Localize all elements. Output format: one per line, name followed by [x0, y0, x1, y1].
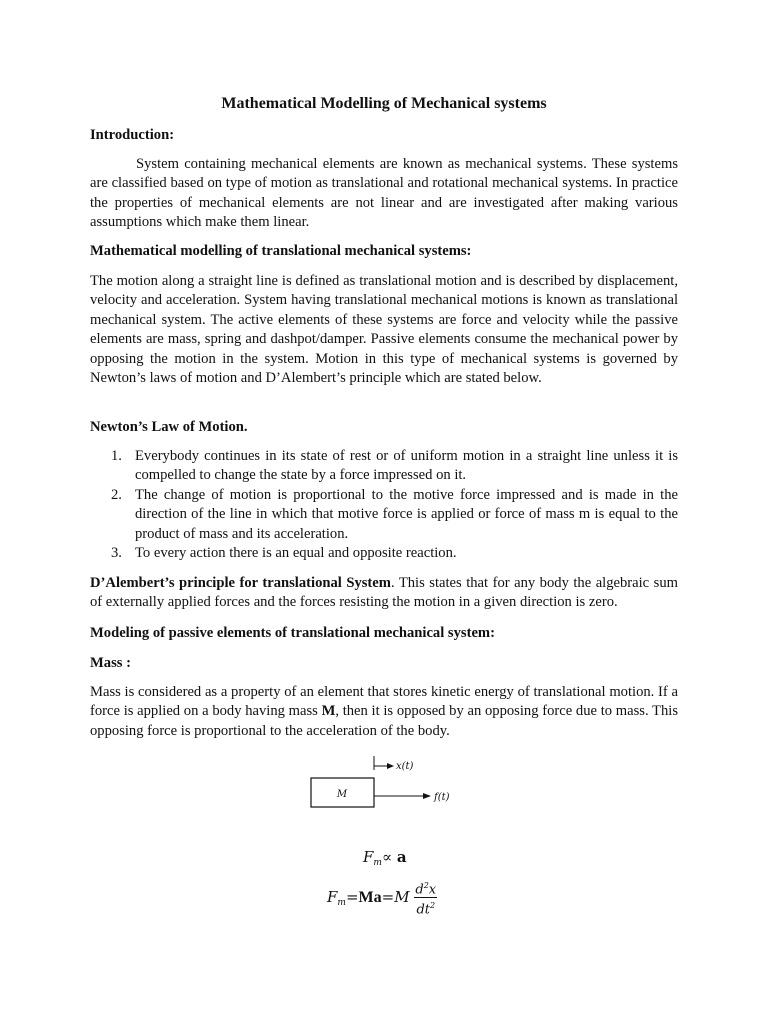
mass-coefficient: M [394, 887, 410, 906]
force-subscript: m [337, 897, 346, 908]
force-symbol: F [327, 887, 338, 906]
fraction-numerator [414, 878, 437, 898]
list-item [90, 447, 678, 486]
mass-force-equation [327, 878, 437, 918]
denominator-exponent: 2 [429, 901, 436, 911]
numerator-d: d [415, 882, 424, 898]
mass-block-label: M [336, 789, 348, 800]
mass-heading: Mass : [90, 655, 131, 671]
numerator-exponent: 2 [423, 881, 429, 890]
force-arrowhead [423, 793, 431, 799]
document-title: Mathematical Modelling of Mechanical systems [221, 95, 547, 112]
list-text: Everybody continues in its state of rest or of uniform motion in a straight line unless it is compelled to change the state by a force impressed on it. [135, 448, 678, 484]
mass-symbol: M [321, 703, 336, 720]
equals-sign: = [345, 887, 359, 906]
proportionality-equation [363, 848, 407, 873]
passive-elements-heading: Modeling of passive elements of translational mechanical system: [90, 625, 495, 641]
mass-acceleration-term: Ma [358, 888, 382, 906]
dalembert-paragraph [90, 574, 678, 613]
newton-laws-heading: Newton’s Law of Motion. [90, 419, 248, 435]
list-number: 3. [111, 545, 122, 562]
proportional-symbol: ∝ [381, 848, 393, 866]
translational-paragraph: The motion along a straight line is defined as translational motion and is described by displacement, velocity and acceleration. System having translational mechanical motions is known as translational mechanical system. The active elements of these systems are force and velocity while the passive elements are mass, spring and dashpot/damper. Passive elements consume the mechanical power by opposing the motion in the system. Motion in this type of mechanical systems is governed by Newton’s laws of motion and D’Alembert’s principle which are stated below. [90, 273, 678, 387]
displacement-label: x(t) [396, 761, 414, 772]
list-item [90, 486, 678, 544]
denominator-dt: dt [416, 902, 430, 918]
mass-paragraph [90, 683, 678, 741]
list-number: 2. [111, 486, 122, 503]
mass-text-end: , then it is opposed by an opposing force due to mass. This opposing force is proportional to the acceleration of the body. [90, 703, 678, 739]
list-text: The change of motion is proportional to the motive force impressed and is made in the direction of the line in which that motive force is applied or force of mass m is equal to the product of mass and its acceleration. [135, 486, 678, 542]
translational-heading: Mathematical modelling of translational mechanical systems: [90, 243, 472, 259]
newton-laws-list [90, 447, 678, 563]
list-text: To every action there is an equal and opposite reaction. [135, 545, 457, 562]
equals-sign: = [381, 887, 395, 906]
force-label: f(t) [434, 792, 450, 803]
fraction-denominator [414, 898, 437, 917]
numerator-variable: x [428, 882, 437, 898]
list-item [90, 544, 678, 563]
mass-text-start: Mass is considered as a property of an element that stores kinetic energy of translational motion. If a force is applied on a body having mass [90, 684, 678, 720]
dalembert-text: . This states that for any body the algebraic sum of externally applied forces and the forces resisting the motion in a given direction is zero. [90, 575, 678, 611]
dalembert-term: D’Alembert’s principle for translational System [90, 575, 391, 591]
displacement-arrowhead [387, 763, 394, 769]
mass-force-diagram [300, 756, 470, 812]
force-symbol: F [363, 848, 374, 866]
force-subscript: m [373, 858, 382, 868]
acceleration-symbol: a [396, 848, 407, 866]
second-derivative-fraction [414, 878, 437, 918]
introduction-heading: Introduction: [90, 127, 175, 143]
list-number: 1. [111, 448, 122, 464]
introduction-paragraph: System containing mechanical elements are known as mechanical systems. These systems are classified based on type of motion as translational and rotational mechanical systems. In practice the properties of mechanical elements are not linear and are investigated after making various assumptions which make them linear. [90, 156, 678, 231]
